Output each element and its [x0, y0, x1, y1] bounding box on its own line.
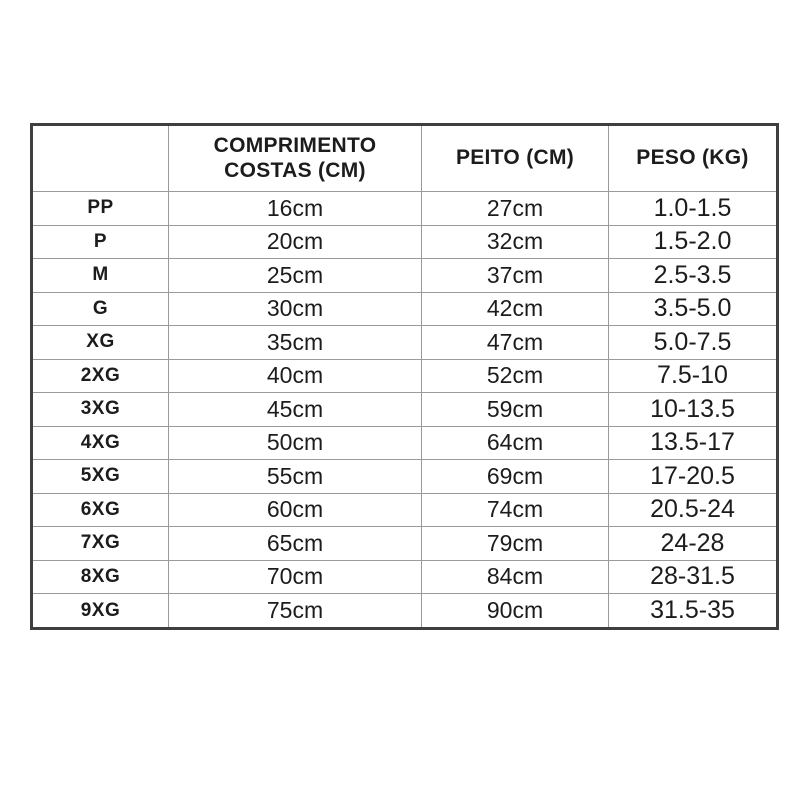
table-row — [32, 192, 778, 226]
chest-cell: 27cm — [422, 192, 609, 226]
size-cell: 7XG — [32, 527, 169, 561]
weight-cell: 13.5-17 — [609, 426, 778, 460]
column-header-back-length — [169, 125, 422, 192]
size-cell: 6XG — [32, 493, 169, 527]
chest-cell: 84cm — [422, 560, 609, 594]
table-row — [32, 393, 778, 427]
size-cell: PP — [32, 192, 169, 226]
chest-cell: 59cm — [422, 393, 609, 427]
size-cell: 5XG — [32, 460, 169, 494]
chest-cell: 64cm — [422, 426, 609, 460]
chest-cell: 52cm — [422, 359, 609, 393]
column-header-back-length-label: COMPRIMENTO COSTAS (CM) — [213, 134, 377, 182]
back-length-cell: 40cm — [169, 359, 422, 393]
back-length-cell: 50cm — [169, 426, 422, 460]
chest-cell: 37cm — [422, 259, 609, 293]
back-length-cell: 25cm — [169, 259, 422, 293]
weight-cell: 31.5-35 — [609, 594, 778, 629]
chest-cell: 79cm — [422, 527, 609, 561]
column-header-size — [32, 125, 169, 192]
weight-cell: 1.0-1.5 — [609, 192, 778, 226]
column-header-chest-label: PEITO (CM) — [455, 146, 575, 170]
size-chart-body — [32, 192, 778, 629]
table-row — [32, 292, 778, 326]
size-chart-table — [30, 123, 779, 630]
weight-cell: 5.0-7.5 — [609, 326, 778, 360]
weight-cell: 3.5-5.0 — [609, 292, 778, 326]
weight-cell: 24-28 — [609, 527, 778, 561]
weight-cell: 17-20.5 — [609, 460, 778, 494]
table-row — [32, 527, 778, 561]
size-cell: M — [32, 259, 169, 293]
weight-cell: 2.5-3.5 — [609, 259, 778, 293]
column-header-weight-label: PESO (KG) — [636, 146, 749, 170]
chest-cell: 32cm — [422, 225, 609, 259]
back-length-cell: 70cm — [169, 560, 422, 594]
table-row — [32, 426, 778, 460]
size-cell: 8XG — [32, 560, 169, 594]
chest-cell: 69cm — [422, 460, 609, 494]
back-length-cell: 75cm — [169, 594, 422, 629]
chest-cell: 90cm — [422, 594, 609, 629]
column-header-chest — [422, 125, 609, 192]
table-row — [32, 560, 778, 594]
size-chart-header — [32, 125, 778, 192]
size-cell: P — [32, 225, 169, 259]
back-length-cell: 20cm — [169, 225, 422, 259]
size-cell: XG — [32, 326, 169, 360]
back-length-cell: 35cm — [169, 326, 422, 360]
table-row — [32, 225, 778, 259]
weight-cell: 1.5-2.0 — [609, 225, 778, 259]
header-row — [32, 125, 778, 192]
column-header-weight — [609, 125, 778, 192]
back-length-cell: 60cm — [169, 493, 422, 527]
chest-cell: 74cm — [422, 493, 609, 527]
weight-cell: 7.5-10 — [609, 359, 778, 393]
chest-cell: 47cm — [422, 326, 609, 360]
back-length-cell: 65cm — [169, 527, 422, 561]
size-cell: 2XG — [32, 359, 169, 393]
size-cell: 9XG — [32, 594, 169, 629]
back-length-cell: 55cm — [169, 460, 422, 494]
table-row — [32, 326, 778, 360]
back-length-cell: 45cm — [169, 393, 422, 427]
back-length-cell: 16cm — [169, 192, 422, 226]
chest-cell: 42cm — [422, 292, 609, 326]
table-row — [32, 594, 778, 629]
weight-cell: 10-13.5 — [609, 393, 778, 427]
table-row — [32, 259, 778, 293]
back-length-cell: 30cm — [169, 292, 422, 326]
size-cell: 4XG — [32, 426, 169, 460]
weight-cell: 20.5-24 — [609, 493, 778, 527]
weight-cell: 28-31.5 — [609, 560, 778, 594]
table-row — [32, 359, 778, 393]
table-row — [32, 460, 778, 494]
size-cell: 3XG — [32, 393, 169, 427]
table-row — [32, 493, 778, 527]
size-cell: G — [32, 292, 169, 326]
